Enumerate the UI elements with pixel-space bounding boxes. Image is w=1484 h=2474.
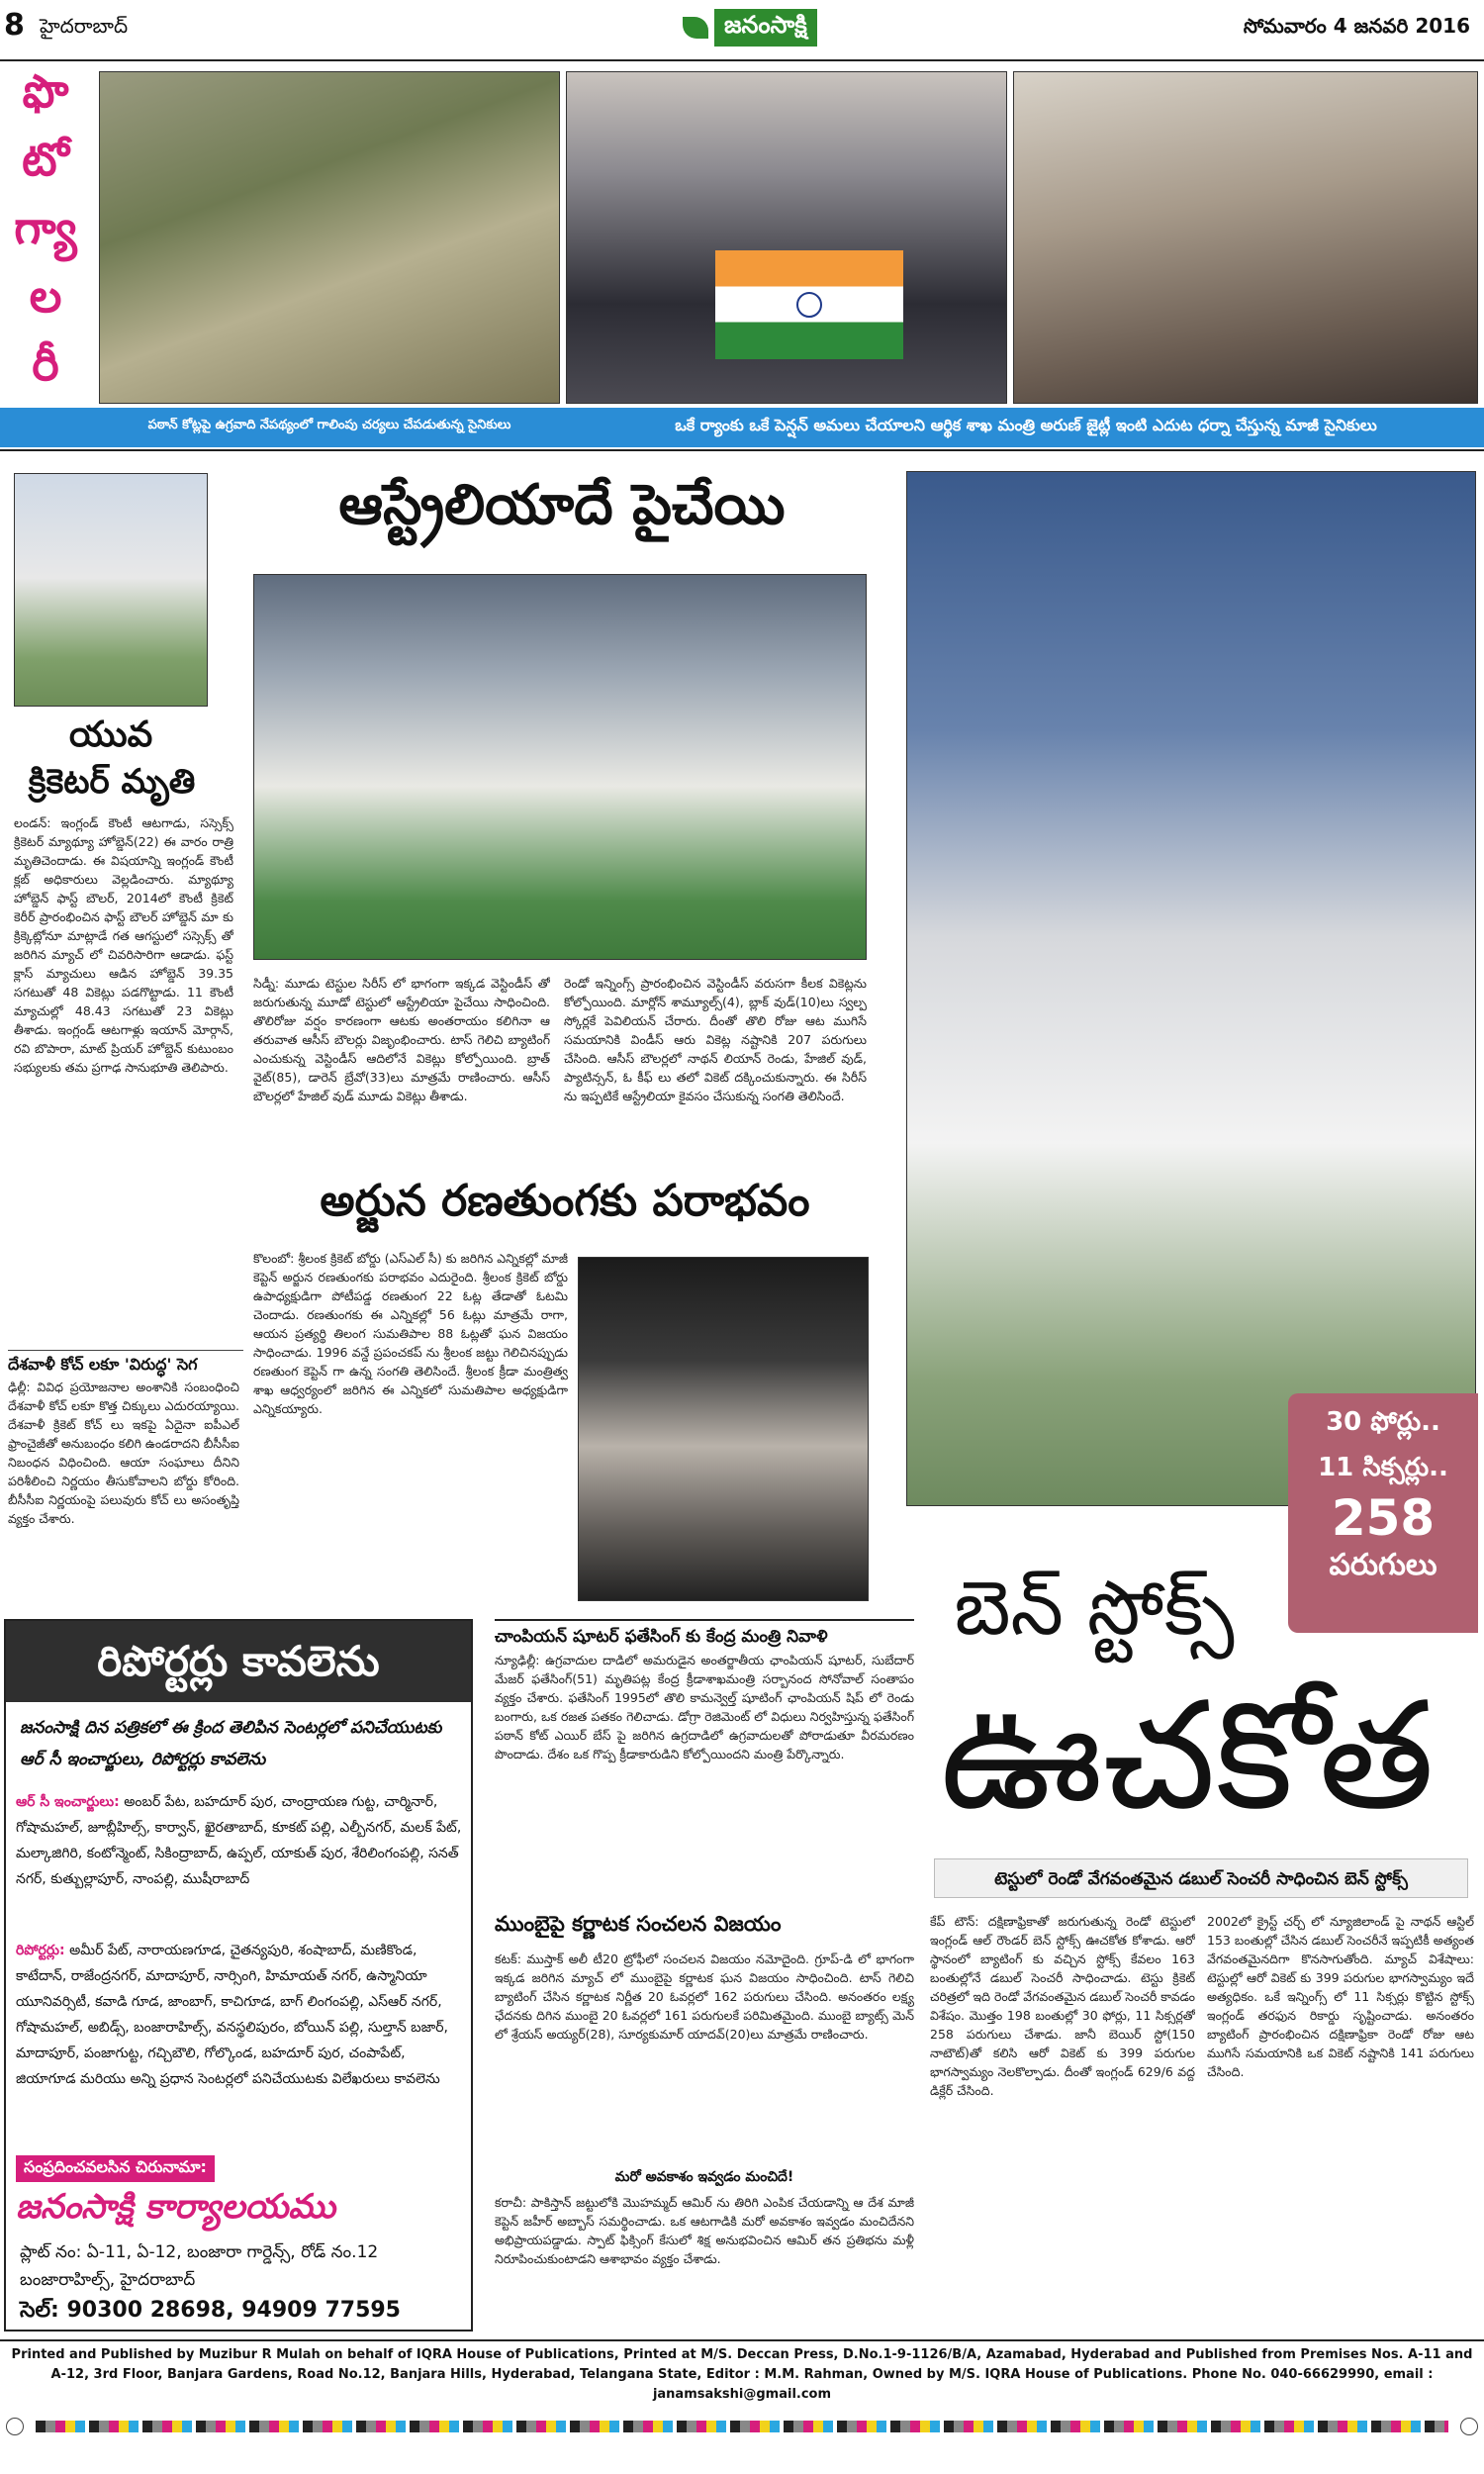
ad-phone: సెల్: 90300 28698, 94909 77595 [20, 2298, 401, 2323]
photo-gallery [0, 63, 1484, 451]
masthead [0, 0, 1484, 61]
photo-ranatunga [578, 1257, 869, 1601]
reporters-banner: రిపోర్టర్లు కావలెను [6, 1621, 471, 1702]
footer-imprint: Printed and Published by Muzibur R Mulah on behalf of IQRA House of Publications, Printed at M/S. Deccan Press, D.No.1-9-1126/B/A, Azamabad, Hyderabad and Published from Premises Nos. A-11 and A-12, 3rd Floor, Banjara Gardens, Road No.12, Banjara Hills, Hyderabad, Telangana State, Editor : M.M. Rahman, Owned by M/S. IQRA House of Publications. Phone No. 040-66629990, email : janamsakshi@gmail.com [11, 2347, 1473, 2402]
diwali-body: ఢిల్లీ: వివిధ ప్రయోజనాల అంశానికి సంబంధించి దేశవాళీ కోచ్ లకూ కొత్త చిక్కులు ఎదురయ్యాయి. దేశవాళీ క్రికెట్ కోచ్ లు ఇకపై ఏదైనా ఐపీఎల్ ఫ్రాంచైజీతో అనుబంధం కలిగి ఉండరాదని బీసీసీఐ నిబంధన విధించింది. ఆయా సంఘాలు దీనిని పరిశీలించి నిర్ణయం తీసుకోవాలని బోర్డు కోరింది. బీసీసీఐ నిర్ణయంపై పలువురు కోచ్ లు అసంతృప్తి వ్యక్తం చేశారు. [8, 1380, 239, 1526]
stokes-headline-1: బెన్ స్టోక్స్ [954, 1564, 1235, 1652]
karnataka-sub-headline: మరో అవకాశం ఇవ్వడం మంచిదే! [614, 2169, 794, 2185]
ranatunga-body: కొలంబో: శ్రీలంక క్రికెట్ బోర్డు (ఎస్ఎల్ సీ) కు జరిగిన ఎన్నికల్లో మాజీ కెప్టెన్ అర్జున రణతుంగకు పరాభవం ఎదురైంది. శ్రీలంక క్రికెట్ బోర్డు ఉపాధ్యక్షుడిగా పోటీపడ్డ రణతుంగ 22 ఓట్ల తేడాతో ఓటమి చెందాడు. రణతుంగకు ఈ ఎన్నికల్లో 56 ఓట్లు మాత్రమే రాగా, ఆయన ప్రత్యర్థి తిలంగ సుమతిపాల 88 ఓట్లతో ఘన విజయం సాధించాడు. 1996 వన్డే ప్రపంచకప్ ను శ్రీలంక జట్టు గెలిచినప్పుడు రణతుంగ కెప్టెన్ గా ఉన్న సంగతి తెలిసిందే. శ్రీలంక క్రీడా మంత్రిత్వ శాఖ ఆధ్వర్యంలో జరిగిన ఈ ఎన్నికలో సుమతిపాల అధ్యక్షుడిగా ఎన్నికయ్యారు. [253, 1251, 568, 1416]
karnataka-sub-body: కరాచీ: పాకిస్తాన్ జట్టులోకి మొహమ్మద్ ఆమిర్ ను తిరిగి ఎంపిక చేయడాన్ని ఆ దేశ మాజీ కెప్టెన్ జహీర్ అబ్బాస్ సమర్థించాడు. ఒక ఆటగాడికి మరో అవకాశం ఇవ్వడం మంచిదేనని అభిప్రాయపడ్డాడు. స్పాట్ ఫిక్సింగ్ కేసులో శిక్ష అనుభవించిన ఆమిర్ తన ప్రతిభను మళ్లీ నిరూపించుకుంటాడని ఆశాభావం వ్యక్తం చేశాడు. [495, 2195, 914, 2266]
caption-soldiers: పఠాన్ కోట్లపై ఉగ్రవాది నేపథ్యంలో గాలింపు చర్యలు చేపడుతున్న సైనికులు [147, 418, 511, 432]
contact-label: సంప్రదించవలసిన చిరునామా: [16, 2155, 215, 2182]
young-cricketer-headline-1: యువ [68, 714, 153, 755]
gallery-caption-bar [0, 408, 1484, 447]
shooter-body: న్యూఢిల్లీ: ఉగ్రవాదుల దాడిలో అమరుడైన అంతర్జాతీయ ఛాంపియన్ షూటర్, సుబేదార్ మేజర్ ఫతేసింగ్(51) మృతిపట్ల కేంద్ర క్రీడాశాఖమంత్రి సర్బానంద సోనోవాల్ సంతాపం వ్యక్తం చేశారు. ఫతేసింగ్ 1995లో తొలి కామన్వెల్త్ షూటింగ్ ఛాంపియన్ షిప్ లో రెండు బంగారు, ఒక రజత పతకం గెలిచాడు. డోగ్రా రెజిమెంట్ లో విధులు నిర్వహిస్తున్న ఫతేసింగ్ పఠాన్ కోట్ ఎయిర్ బేస్ పై జరిగిన ఉగ్రదాడిలో ఉగ్రవాదులతో పోరాడుతూ వీరమరణం పొందాడు. దేశం ఒక గొప్ప క్రీడాకారుడిని కోల్పోయిందని మంత్రి పేర్కొన్నారు. [495, 1653, 914, 1761]
photo-dharna [1013, 71, 1478, 404]
reporters-ad [4, 1619, 473, 2331]
australia-headline: ఆస్ట్రేలియాదే పైచేయి [338, 473, 786, 537]
chakra-icon [796, 292, 822, 318]
karnataka-body: కటక్: ముస్తాక్ అలీ టీ20 ట్రోఫీలో సంచలన విజయం నమోదైంది. గ్రూప్-డి లో భాగంగా ఇక్కడ జరిగిన మ్యాచ్ లో ముంబైపై కర్ణాటక ఘన విజయం సాధించింది. టాస్ గెలిచి బ్యాటింగ్ చేసిన కర్ణాటక నిర్ణీత 20 ఓవర్లలో 162 పరుగులు చేసింది. అనంతరం లక్ష్య ఛేదనకు దిగిన ముంబై 20 ఓవర్లలో 161 పరుగులకే పరిమితమైంది. ముంబై బ్యాట్స్ మెన్ లో శ్రేయస్ అయ్యర్(28), సూర్యకుమార్ యాదవ్(20)లు మాత్రమే రాణించారు. [495, 1951, 914, 2042]
gallery-label-1: ఫొ [22, 64, 69, 119]
reporter-section [16, 1938, 463, 2092]
stokes-col-1: కేప్ టౌన్: దక్షిణాఫ్రికాతో జరుగుతున్న రెండో టెస్టులో ఇంగ్లండ్ ఆల్ రౌండర్ బెన్ స్టోక్స్ ఊచకోత కోశాడు. ఆరో స్థానంలో బ్యాటింగ్ కు వచ్చిన స్టోక్స్ కేవలం 163 బంతుల్లోనే డబుల్ సెంచరీ సాధించాడు. టెస్టు క్రికెట్ చరిత్రలో ఇది రెండో వేగవంతమైన డబుల్ సెంచరీ కావడం విశేషం. మొత్తం 198 బంతుల్లో 30 ఫోర్లు, 11 సిక్సర్లతో 258 పరుగులు చేశాడు. జానీ బెయిర్ స్టో(150 నాటౌట్)తో కలిసి ఆరో వికెట్ కు 399 పరుగుల భాగస్వామ్యం నెలకొల్పాడు. దీంతో ఇంగ్లండ్ 629/6 వద్ద డిక్లేర్ చేసింది. [930, 1914, 1195, 2098]
australia-col-1: సిడ్నీ: మూడు టెస్టుల సిరీస్ లో భాగంగా ఇక్కడ వెస్టిండీస్ తో జరుగుతున్న మూడో టెస్టులో ఆస్ట్రేలియా పైచేయి సాధించింది. తొలిరోజు వర్షం కారణంగా ఆటకు అంతరాయం కలిగినా ఆ తరువాత ఆసీస్ బౌలర్లు విజృంభించారు. టాస్ గెలిచి బ్యాటింగ్ ఎంచుకున్న వెస్టిండీస్ ఆదిలోనే వికెట్లు కోల్పోయింది. బ్రాత్ వైట్(85), డారెన్ బ్రేవో(33)లు మాత్రమే రాణించారు. ఆసీస్ బౌలర్లలో హేజిల్ వుడ్ మూడు వికెట్లు తీశాడు. [253, 976, 550, 1103]
registration-mark-icon [6, 2418, 24, 2435]
rc-section [16, 1789, 463, 1892]
photo-soldiers-search [99, 71, 560, 404]
rc-areas: అంబర్ పేట, బహదూర్ పుర, చాంద్రాయణ గుట్ట, చార్మినార్, గోషామహల్, జూబ్లీహిల్స్, కార్వాన్, ఖైరతాబాద్, కూకట్ పల్లి, ఎల్బీనగర్, మలక్ పేట్, మల్కాజిగిరి, కంటోన్మెంట్, సికింద్రాబాద్, ఉప్పల్, యాకుత్ పుర, శేరిలింగంపల్లి, సనత్ నగర్, కుత్బుల్లాపూర్, నాంపల్లి, ముషీరాబాద్ [16, 1794, 462, 1887]
gallery-label-2: టో [22, 133, 69, 187]
gallery-side-label [0, 63, 91, 404]
diwali-headline: దేశవాళీ కోచ్ లకూ 'విరుద్ధ' సెగ [8, 1350, 243, 1378]
photo-stokes [906, 471, 1476, 1506]
ranatunga-headline: అర్జున రణతుంగకు పరాభవం [320, 1176, 810, 1226]
gallery-label-3: గ్యా [14, 200, 77, 254]
stokes-headline-2: ఊచకోత [940, 1670, 1435, 1843]
caption-dharna: ఒకే ర్యాంకు ఒకే పెన్షన్ అమలు చేయాలని ఆర్థిక శాఖ మంత్రి అరుణ్ జైట్లీ ఇంటి ఎదుట ధర్నా చేస్తున్న మాజీ సైనికులు [675, 416, 1377, 434]
stat-fours: 30 ఫోర్లు.. [1326, 1407, 1440, 1437]
page-number: 8 [4, 8, 25, 43]
photo-hobden [14, 473, 208, 707]
reporters-intro: జనంసాక్షి దిన పత్రికలో ఈ క్రింద తెలిపిన సెంటర్లలో పనిచేయుటకు ఆర్ సీ ఇంచార్జులు, రిపోర్టర్లు కావలెను [20, 1718, 442, 1769]
gallery-label-5: రీ [32, 336, 59, 391]
stokes-stats-box [1288, 1393, 1478, 1633]
office-name: జనంసాక్షి కార్యాలయము [16, 2187, 336, 2227]
australia-col-2: రెండో ఇన్నింగ్స్ ప్రారంభించిన వెస్టిండీస్ వరుసగా కీలక వికెట్లను కోల్పోయింది. మార్లోన్ శామ్యూల్స్(4), బ్లాక్ వుడ్(10)లు స్వల్ప స్కోర్లకే పెవిలియన్ చేరారు. దీంతో తొలి రోజు ఆట ముగిసే సమయానికి విండీస్ ఆరు వికెట్ల నష్టానికి 207 పరుగులు చేసింది. ఆసీస్ బౌలర్లలో నాథన్ లియాన్ రెండు, హేజిల్ వుడ్, ప్యాటిన్సన్, ఓ కీఫ్ లు తలో వికెట్ దక్కించుకున్నారు. ఈ సిరీస్ ను ఇప్పటికే ఆస్ట్రేలియా కైవసం చేసుకున్న సంగతి తెలిసిందే. [564, 976, 867, 1103]
rc-label: ఆర్ సీ ఇంచార్జులు: [16, 1794, 120, 1810]
young-cricketer-headline-2: క్రికెటర్ మృతి [28, 762, 196, 802]
stat-runs-label: పరుగులు [1329, 1548, 1438, 1582]
address-line-1: ప్లాట్ నం: ఏ-11, ఏ-12, బంజారా గార్డెన్స్, రోడ్ నం.12 [20, 2242, 379, 2262]
stat-runs: 258 [1331, 1489, 1436, 1547]
reporter-label: రిపోర్టర్లు: [16, 1943, 65, 1958]
india-flag-image [715, 250, 903, 359]
logo-text: జనంసాక్షి [714, 9, 817, 47]
young-cricketer-body: లండన్: ఇంగ్లండ్ కౌంటీ ఆటగాడు, సస్సెక్స్ క్రికెటర్ మ్యాథ్యూ హోబ్డెన్(22) ఈ వారం రాత్రి మృతిచెందాడు. ఈ విషయాన్ని ఇంగ్లండ్ కౌంటీ క్లబ్ అధికారులు వెల్లడించారు. మ్యాథ్యూ హోబ్డెన్ ఫాస్ట్ బౌలర్, 2014లో కౌంటీ క్రికెట్ కెరీర్ ప్రారంభించిన ఫాస్ట్ బౌలర్ హోబ్డెన్ మా కు క్రిక్కెట్లోనూ మాట్లాడే గత ఆగస్టులో సస్సెక్స్ తో జరిగిన మ్యాచ్ లో చివరిసారిగా ఆడాడు. ఫస్ట్ క్లాస్ మ్యాచులు ఆడిన హోబ్డెన్ 39.35 సగటుతో 48 వికెట్లు పడగొట్టాడు. 11 కౌంటీ మ్యాచుల్లో 48.43 సగటుతో 23 వికెట్లు తీశాడు. ఇంగ్లండ్ ఆటగాళ్లు ఇయాన్ మోర్గాన్, రవి బొపారా, మాట్ ప్రియర్ హోబ్డెన్ కుటుంబం సభ్యులకు తమ ప్రగాఢ సానుభూతి తెలిపారు. [14, 815, 233, 1075]
gallery-label-4: ల [29, 268, 62, 323]
shooter-headline: చాంపియన్ షూటర్ ఫతేసింగ్ కు కేంద్ర మంత్రి నివాళి [495, 1619, 914, 1651]
photo-australia-team [253, 574, 867, 960]
color-bar-left [36, 2421, 1448, 2432]
stat-sixes: 11 సిక్సర్లు.. [1318, 1453, 1448, 1482]
footer [0, 2339, 1484, 2474]
address-line-2: బంజారాహిల్స్, హైదరాబాద్ [20, 2270, 196, 2290]
masthead-logo [683, 8, 817, 48]
registration-strip [0, 2415, 1484, 2438]
stokes-col-2: 2002లో క్రైస్ట్ చర్చ్ లో న్యూజిలాండ్ పై నాథన్ ఆస్టిల్ 153 బంతుల్లో చేసిన డబుల్ సెంచరీనే ఇప్పటికీ అత్యంత వేగవంతమైనదిగా కొనసాగుతోంది. మ్యాచ్ విశేషాలు: టెస్టుల్లో ఆరో వికెట్ కు 399 పరుగుల భాగస్వామ్యం ఇదే అత్యధికం. ఒకే ఇన్నింగ్స్ లో 11 సిక్సర్లు కొట్టిన స్టోక్స్ ఇంగ్లండ్ తరఫున రికార్డు సృష్టించాడు. అనంతరం బ్యాటింగ్ ప్రారంభించిన దక్షిణాఫ్రికా రెండో రోజు ఆట ముగిసే సమయానికి ఒక వికెట్ నష్టానికి 141 పరుగులు చేసింది. [1207, 1914, 1474, 2079]
masthead-city: హైదరాబాద్ [40, 14, 129, 38]
masthead-date: సోమవారం 4 జనవరి 2016 [1243, 14, 1470, 38]
leaf-icon [683, 17, 708, 39]
reporter-areas: అమీర్ పేట్, నారాయణగూడ, చైతన్యపురి, శంషాబాద్, మణికొండ, కాటేదాన్, రాజేంద్రనగర్, మాదాపూర్, నార్సింగి, హిమాయత్ నగర్, ఉస్మానియా యూనివర్సిటీ, కవాడి గూడ, జాంబాగ్, కాచిగూడ, బాగ్ లింగంపల్లి, ఎస్ఆర్ నగర్, గోషామహల్, అబిడ్స్, బంజారాహిల్స్, వనస్థలిపురం, బోయిన్ పల్లి, సుల్తాన్ బజార్, మాదాపూర్, పంజాగుట్ట, గచ్చిబౌలి, గోల్కొండ, బహదూర్ పుర, చంపాపేట్, జియాగూడ మరియు అన్ని ప్రధాన సెంటర్లలో పనిచేయుటకు విలేఖరులు కావలెను [16, 1943, 448, 2087]
photo-ex-servicemen-flag [566, 71, 1007, 404]
stokes-subhead: టెస్టులో రెండో వేగవంతమైన డబుల్ సెంచరీ సాధించిన బెన్ స్టోక్స్ [934, 1858, 1468, 1898]
karnataka-headline: ముంబైపై కర్ణాటక సంచలన విజయం [495, 1912, 782, 1936]
registration-mark-icon [1460, 2418, 1478, 2435]
